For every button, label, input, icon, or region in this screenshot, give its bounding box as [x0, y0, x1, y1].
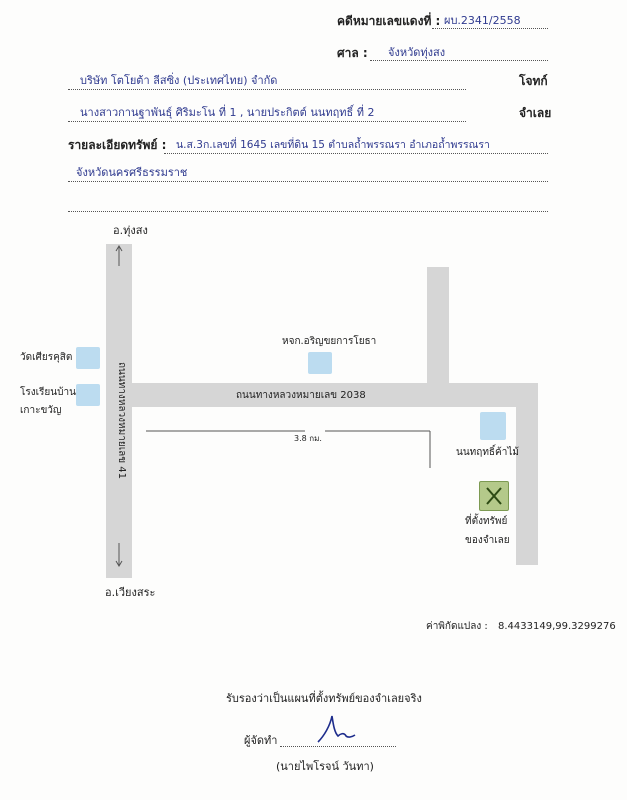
court-value: จังหวัดทุ่งสง: [388, 46, 446, 59]
school-label-line-2: เกาะขวัญ: [20, 405, 62, 416]
defendant-label: จำเลย: [519, 106, 552, 120]
school-label-line-1: โรงเรียนบ้าน: [20, 387, 76, 398]
property-line-2: จังหวัดนครศรีธรรมราช: [76, 166, 188, 179]
coordinates-value: 8.4433149,99.3299276: [498, 621, 616, 632]
property-label: รายละเอียดทรัพย์ :: [68, 138, 167, 152]
coordinates-label: ค่าพิกัดแปลง :: [426, 621, 488, 632]
maker-name: (นายไพโรจน์ วันทา): [276, 760, 374, 773]
distance-label: 3.8 กม.: [294, 434, 322, 443]
coop-label: หจก.อริญขยการโยธา: [282, 336, 377, 347]
north-direction-label: อ.ทุ่งสง: [113, 224, 148, 237]
south-direction-label: อ.เวียงสระ: [105, 586, 156, 599]
plaintiff-label: โจทก์: [519, 74, 548, 88]
highway-2038-label: ถนนทางหลวงหมายเลข 2038: [236, 390, 366, 401]
case-number-label: คดีหมายเลขแดงที่ :: [337, 14, 441, 28]
defendant-name: นางสาวกานฐาพันธุ์ ศิริมะโน ที่ 1 , นายประกิตต์ นนทฤทธิ์ ที่ 2: [80, 106, 375, 119]
highway-41-label: ถนนทางหลวงหมายเลข 41: [116, 362, 127, 479]
plaintiff-name: บริษัท โตโยต้า ลีสซิ่ง (ประเทศไทย) จำกัด: [80, 74, 278, 87]
court-label: ศาล :: [337, 46, 368, 60]
case-number-value: ผบ.2341/2558: [444, 14, 521, 27]
property-location-label-2: ของจำเลย: [465, 535, 510, 546]
shop-label: นนทฤทธิ์ค้าไม้: [456, 447, 519, 458]
maker-label: ผู้จัดทำ: [244, 734, 278, 747]
property-location-label-1: ที่ตั้งทรัพย์: [465, 516, 508, 527]
certification-text: รับรองว่าเป็นแผนที่ตั้งทรัพย์ของจำเลยจริง: [226, 692, 422, 705]
temple-label: วัดเศียรคุสิต: [20, 352, 73, 363]
property-line-1: น.ส.3ก.เลขที่ 1645 เลขที่ดิน 15 ตำบลถ้ำพรรณรา อำเภอถ้ำพรรณรา: [176, 139, 490, 151]
